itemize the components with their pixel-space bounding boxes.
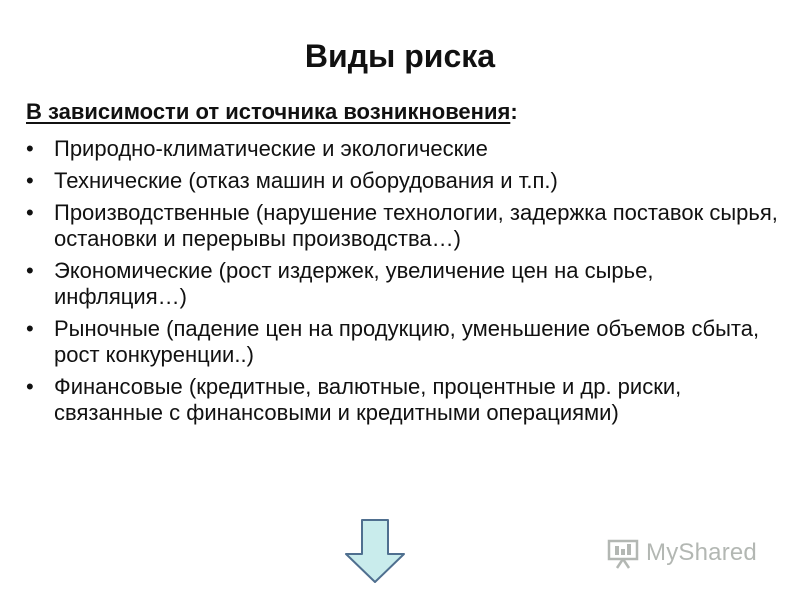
bullet-icon: • — [26, 374, 34, 399]
bullet-icon: • — [26, 168, 34, 193]
list-item — [26, 258, 786, 310]
list-item — [26, 136, 786, 162]
bullet-icon: • — [26, 136, 34, 161]
list-item-text: Природно-климатические и экологические — [54, 136, 488, 161]
list-item-text: Технические (отказ машин и оборудования и т.п.) — [54, 168, 558, 193]
subheading-colon: : — [510, 99, 518, 124]
list-item — [26, 168, 786, 194]
list-item — [26, 316, 786, 368]
list-item — [26, 374, 786, 426]
section-subheading — [26, 98, 518, 126]
down-arrow-icon[interactable] — [342, 518, 408, 584]
subheading-text: В зависимости от источника возникновения — [26, 99, 511, 124]
list-item-text: Экономические (рост издержек, увеличение цен на сырье, инфляция…) — [54, 258, 654, 309]
bullet-icon: • — [26, 258, 34, 283]
bullet-icon: • — [26, 200, 34, 225]
list-item-text: Финансовые (кредитные, валютные, процентные и др. риски, связанные с финансовыми и кредитными операциями) — [54, 374, 682, 425]
watermark-text: MyShared — [646, 539, 757, 566]
list-item-text: Рыночные (падение цен на продукцию, уменьшение объемов сбыта, рост конкуренции..) — [54, 316, 760, 367]
list-item — [26, 200, 786, 252]
watermark — [606, 536, 757, 570]
list-item-text: Производственные (нарушение технологии, задержка поставок сырья, остановки и перерывы производства…) — [54, 200, 778, 251]
down-arrow-shape — [346, 520, 404, 582]
bullet-icon: • — [26, 316, 34, 341]
presentation-board-icon — [606, 536, 640, 570]
slide-title: Виды риска — [304, 38, 496, 74]
risk-types-list — [26, 136, 786, 432]
